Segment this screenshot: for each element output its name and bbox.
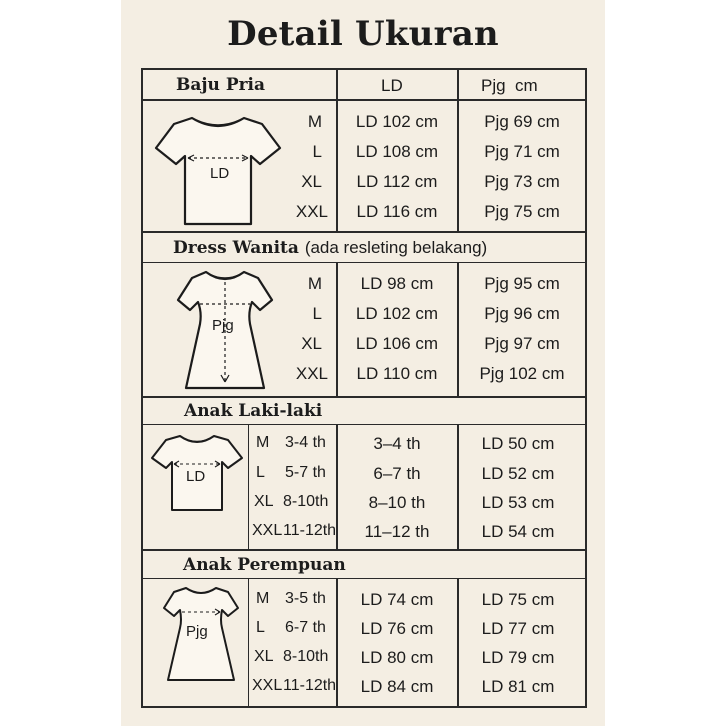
ld-value: LD 80 cm bbox=[360, 648, 434, 667]
col-divider bbox=[336, 578, 338, 708]
illustration-label: LD bbox=[210, 165, 230, 182]
size-label: XL bbox=[254, 648, 274, 665]
pjg-value: Pjg 95 cm bbox=[484, 274, 560, 293]
pjg-value: Pjg 75 cm bbox=[484, 202, 560, 221]
ld-value: LD 50 cm bbox=[481, 434, 555, 453]
row-divider bbox=[141, 578, 587, 579]
ld-value: LD 102 cm bbox=[355, 304, 439, 323]
pjg-value: Pjg 96 cm bbox=[484, 304, 560, 323]
section-title-anak-laki: Anak Laki-laki bbox=[184, 401, 323, 421]
col-divider bbox=[457, 424, 459, 550]
age-value: 11–12 th bbox=[364, 522, 430, 541]
size-label: L bbox=[312, 142, 322, 161]
pjg-value: Pjg 69 cm bbox=[484, 112, 560, 131]
age-range: 3-4 th bbox=[285, 434, 326, 451]
col-divider bbox=[457, 262, 459, 397]
pjg-value: LD 75 cm bbox=[481, 590, 555, 609]
ld-value: LD 112 cm bbox=[356, 172, 438, 191]
col-divider bbox=[248, 424, 249, 550]
ld-value: LD 116 cm bbox=[356, 202, 438, 221]
row-divider bbox=[141, 549, 587, 551]
section-note: (ada resleting belakang) bbox=[304, 238, 488, 257]
pjg-value: Pjg 73 cm bbox=[484, 172, 560, 191]
section-title-text: Dress Wanita bbox=[173, 238, 299, 258]
col-divider bbox=[457, 68, 459, 232]
size-label: L bbox=[256, 619, 265, 636]
age-range: 8-10th bbox=[283, 648, 329, 665]
ld-value: LD 54 cm bbox=[481, 522, 555, 541]
illustration-label: LD bbox=[186, 468, 206, 485]
ld-value: LD 98 cm bbox=[360, 274, 434, 293]
col-divider bbox=[248, 578, 249, 708]
size-label: L bbox=[312, 304, 322, 323]
dress-illustration bbox=[176, 268, 274, 392]
ld-value: LD 110 cm bbox=[356, 364, 438, 383]
size-label: XXL bbox=[252, 522, 283, 539]
size-label: XXL bbox=[295, 364, 328, 383]
illustration-label: Pjg bbox=[212, 317, 234, 334]
size-label: L bbox=[256, 464, 265, 481]
ld-value: LD 52 cm bbox=[481, 464, 555, 483]
section-title-anak-perempuan: Anak Perempuan bbox=[183, 555, 346, 575]
pjg-value: LD 81 cm bbox=[481, 677, 555, 696]
age-range: 6-7 th bbox=[285, 619, 326, 636]
col-divider bbox=[336, 68, 338, 232]
section-title-dress-wanita bbox=[173, 238, 487, 258]
size-label: M bbox=[256, 590, 270, 607]
ld-value: LD 76 cm bbox=[360, 619, 434, 638]
page-title: Detail Ukuran bbox=[227, 14, 499, 54]
age-value: 3–4 th bbox=[373, 434, 421, 453]
boy-shirt-illustration bbox=[150, 432, 244, 514]
ld-value: LD 84 cm bbox=[360, 677, 434, 696]
ld-value: LD 53 cm bbox=[481, 493, 555, 512]
pjg-value: LD 77 cm bbox=[481, 619, 555, 638]
ld-value: LD 106 cm bbox=[355, 334, 439, 353]
column-header-ld: LD bbox=[381, 76, 403, 95]
age-range: 8-10th bbox=[283, 493, 329, 510]
row-divider bbox=[141, 99, 587, 101]
age-range: 11-12th bbox=[283, 677, 337, 694]
col-divider bbox=[336, 262, 338, 397]
pjg-value: Pjg 102 cm bbox=[479, 364, 565, 383]
size-label: M bbox=[307, 274, 322, 293]
size-label: XXL bbox=[295, 202, 328, 221]
pjg-value: Pjg 97 cm bbox=[484, 334, 560, 353]
age-value: 6–7 th bbox=[373, 464, 421, 483]
col-divider bbox=[336, 424, 338, 550]
ld-value: LD 108 cm bbox=[355, 142, 439, 161]
ld-value: LD 102 cm bbox=[355, 112, 439, 131]
ld-value: LD 74 cm bbox=[360, 590, 434, 609]
size-label: XXL bbox=[252, 677, 283, 694]
section-title-baju-pria: Baju Pria bbox=[176, 75, 266, 95]
row-divider bbox=[141, 396, 587, 398]
size-label: M bbox=[307, 112, 322, 131]
illustration-label: Pjg bbox=[186, 623, 208, 640]
age-range: 5-7 th bbox=[285, 464, 326, 481]
row-divider bbox=[141, 262, 587, 263]
size-label: XL bbox=[301, 334, 322, 353]
row-divider bbox=[141, 424, 587, 425]
age-value: 8–10 th bbox=[368, 493, 426, 512]
column-header-pjg: Pjg cm bbox=[481, 76, 538, 95]
size-label: XL bbox=[254, 493, 274, 510]
col-divider bbox=[457, 578, 459, 708]
size-label: M bbox=[256, 434, 270, 451]
age-range: 3-5 th bbox=[285, 590, 326, 607]
men-shirt-illustration bbox=[152, 112, 284, 230]
girl-dress-illustration bbox=[162, 584, 240, 684]
age-range: 11-12th bbox=[283, 522, 337, 539]
pjg-value: Pjg 71 cm bbox=[484, 142, 560, 161]
row-divider bbox=[141, 231, 587, 233]
pjg-value: LD 79 cm bbox=[481, 648, 555, 667]
size-label: XL bbox=[301, 172, 322, 191]
